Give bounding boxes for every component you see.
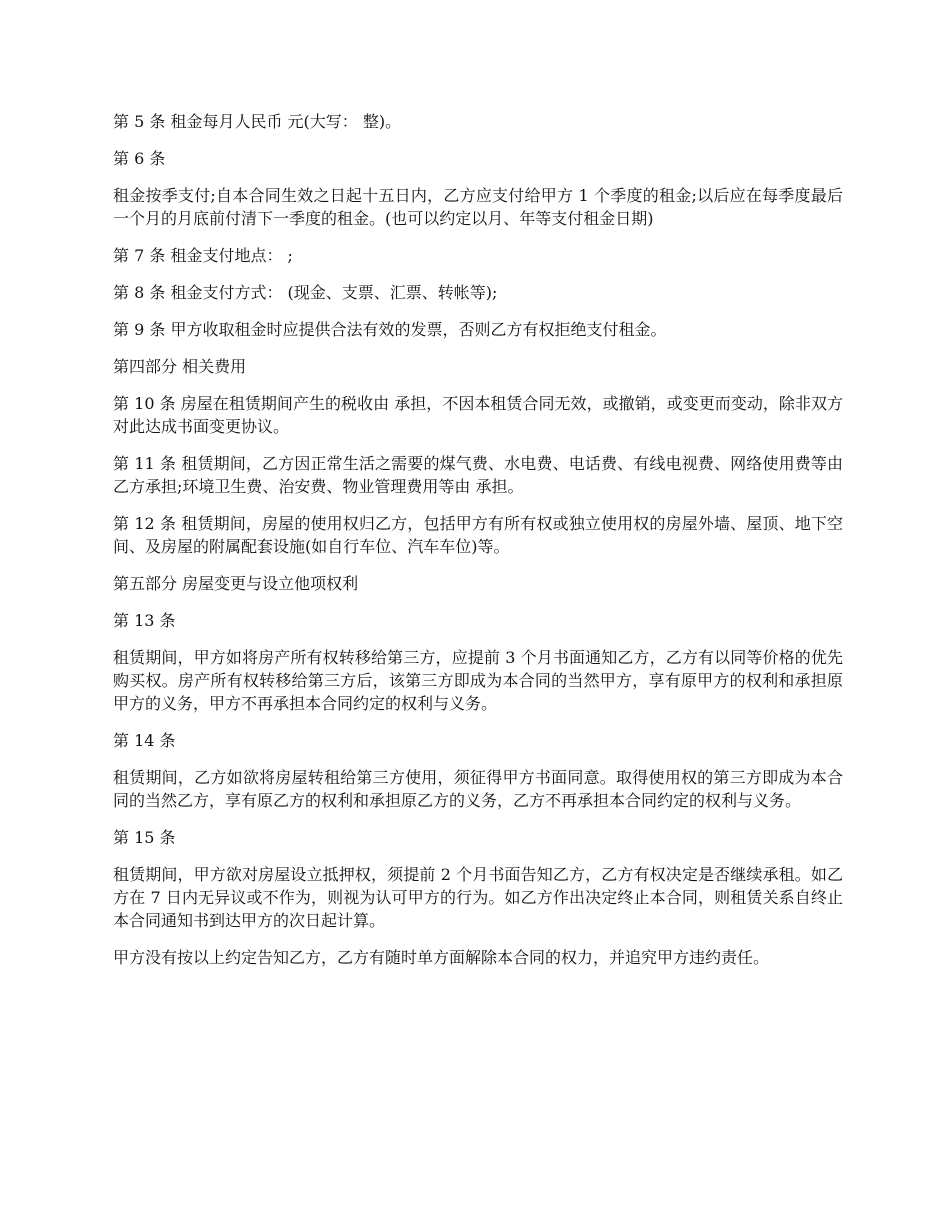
clause-8: 第 8 条 租金支付方式： (现金、支票、汇票、转帐等);: [113, 283, 498, 302]
clause-15-body: 租赁期间，甲方欲对房屋设立抵押权，须提前 2 个月书面告知乙方，乙方有权决定是否继续承租。如乙方在 7 日内无异议或不作为，则视为认可甲方的行为。如乙方作出决定终止本合同，则租赁关系自终止本合同通知书到达甲方的次日起计算。: [113, 865, 843, 930]
clause-14-heading: 第 14 条: [113, 731, 176, 750]
section-5-heading: 第五部分 房屋变更与设立他项权利: [113, 574, 359, 593]
clause-13-body: 租赁期间，甲方如将房产所有权转移给第三方，应提前 3 个月书面通知乙方，乙方有以同等价格的优先购买权。房产所有权转移给第三方后，该第三方即成为本合同的当然甲方，享有原甲方的权利和承担原甲方的义务，甲方不再承担本合同约定的权利与义务。: [113, 648, 843, 713]
clause-12: 第 12 条 租赁期间，房屋的使用权归乙方，包括甲方有所有权或独立使用权的房屋外墙、屋顶、地下空间、及房屋的附属配套设施(如自行车位、汽车车位)等。: [113, 514, 843, 556]
clause-15-note: 甲方没有按以上约定告知乙方，乙方有随时单方面解除本合同的权力，并追究甲方违约责任。: [113, 948, 770, 967]
clause-14-body: 租赁期间，乙方如欲将房屋转租给第三方使用，须征得甲方书面同意。取得使用权的第三方即成为本合同的当然乙方，享有原乙方的权利和承担原乙方的义务，乙方不再承担本合同约定的权利与义务。: [113, 768, 843, 810]
clause-6-heading: 第 6 条: [113, 149, 166, 168]
clause-5: 第 5 条 租金每月人民币 元(大写： 整)。: [113, 112, 402, 131]
clause-11: 第 11 条 租赁期间，乙方因正常生活之需要的煤气费、水电费、电话费、有线电视费、网络使用费等由乙方承担;环境卫生费、治安费、物业管理费用等由 承担。: [113, 454, 843, 496]
clause-7: 第 7 条 租金支付地点： ;: [113, 246, 293, 265]
clause-15-heading: 第 15 条: [113, 828, 176, 847]
document-page: [113, 110, 843, 983]
clause-13-heading: 第 13 条: [113, 611, 176, 630]
clause-10: 第 10 条 房屋在租赁期间产生的税收由 承担，不因本租赁合同无效，或撤销，或变更而变动，除非双方对此达成书面变更协议。: [113, 394, 843, 436]
clause-9: 第 9 条 甲方收取租金时应提供合法有效的发票，否则乙方有权拒绝支付租金。: [113, 320, 667, 339]
clause-6-body: 租金按季支付;自本合同生效之日起十五日内，乙方应支付给甲方 1 个季度的租金;以后应在每季度最后一个月的月底前付清下一季度的租金。(也可以约定以月、年等支付租金日期): [113, 186, 843, 228]
section-4-heading: 第四部分 相关费用: [113, 357, 247, 376]
